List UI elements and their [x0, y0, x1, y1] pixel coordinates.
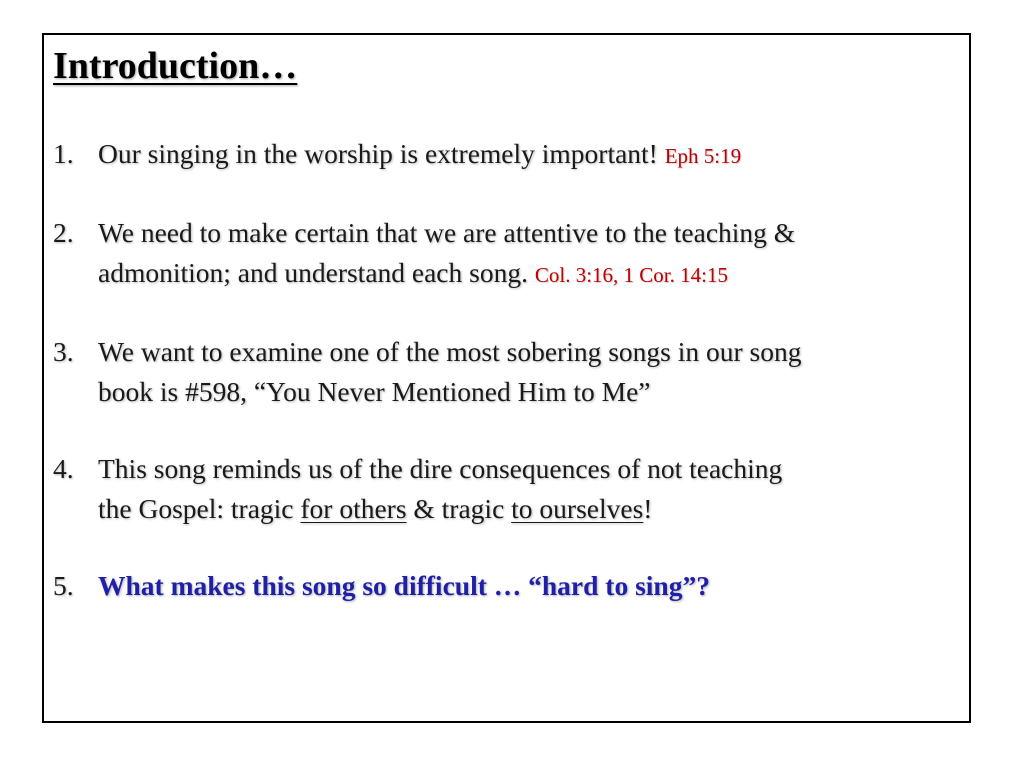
underlined-phrase-to-ourselves: to ourselves [511, 493, 644, 524]
item-text-line-2: book is #598, “You Never Mentioned Him to Me” [98, 376, 651, 407]
text-segment: ! [643, 493, 653, 524]
list-item-5 [53, 566, 958, 606]
item-number: 5. [53, 570, 74, 601]
slide-title: Introduction… [53, 45, 298, 87]
item-number: 1. [53, 138, 74, 169]
scripture-reference: Eph 5:19 [664, 144, 742, 168]
emphasized-question: What makes this song so difficult … “hard to sing”? [98, 570, 710, 601]
list-item-3 [53, 332, 958, 412]
list-item-4 [53, 449, 958, 529]
list-item-2 [53, 213, 958, 295]
item-number: 3. [53, 336, 74, 367]
item-text-line-2: admonition; and understand each song. [98, 257, 528, 288]
text-segment: the Gospel: tragic [98, 493, 301, 524]
item-text-line-1: This song reminds us of the dire consequences of not teaching [98, 453, 783, 484]
item-text-line-1: We want to examine one of the most sobering songs in our song [98, 336, 802, 367]
text-segment: & tragic [406, 493, 512, 524]
item-text: Our singing in the worship is extremely important! [98, 138, 658, 169]
scripture-reference: Col. 3:16, 1 Cor. 14:15 [534, 263, 728, 287]
item-text-line-1: We need to make certain that we are attentive to the teaching & [98, 217, 796, 248]
intro-list [53, 134, 958, 643]
item-number: 4. [53, 453, 74, 484]
underlined-phrase-for-others: for others [300, 493, 407, 524]
item-number: 2. [53, 217, 74, 248]
item-text-line-2 [98, 489, 958, 529]
list-item-1 [53, 134, 958, 176]
